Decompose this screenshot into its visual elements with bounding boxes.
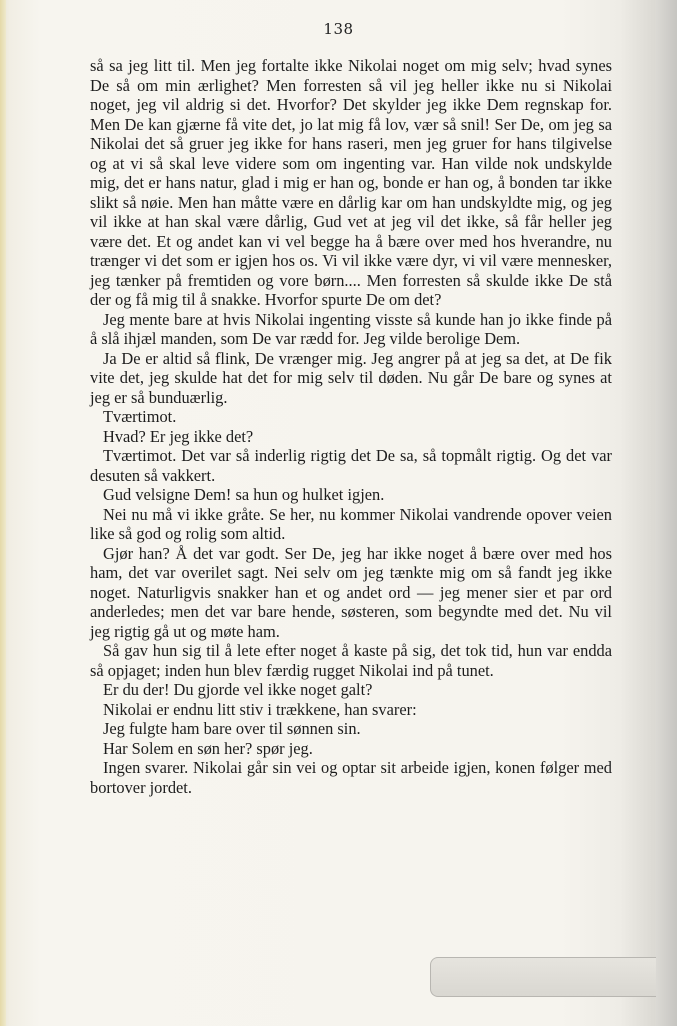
paragraph: så sa jeg litt til. Men jeg fortalte ikke Nikolai noget om mig selv; hvad synes De så om min ærlighet? Men forresten så vil jeg heller ikke nu si Nikolai noget, jeg vil aldrig si det. Hvorfor? Det skylder jeg ikke Dem regnskap for. Men De kan gjærne få vite det, jo lat mig få lov, vær så snil! Ser De, om jeg sa Nikolai det så gruer jeg ikke for hans raseri, men jeg gruer for hans tilgivelse og at vi så skal leve videre som om ingenting var. Han vilde nok undskylde mig, det er hans natur, glad i mig er han og, bonde er han og, å bonden tar ikke slikt så nøie. Men han måtte være en dårlig kar om han undskyldte mig, og jeg vil ikke at han skal være dårlig, Gud vet at jeg vil det ikke, så får heller jeg være det. Et og andet kan vi vel begge ha å bære over med hos hverandre, nu trænger vi det som er igjen hos os. Vi vil ikke være dyr, vi vil være mennesker, jeg tænker på fremtiden og vore børn.... Men forresten så skulde ikke De stå der og få mig til å snakke. Hvorfor spurte De om det? bbox=[90, 56, 612, 309]
paragraph: Hvad? Er jeg ikke det? bbox=[103, 426, 254, 446]
paragraph: Jeg fulgte ham bare over til sønnen sin. bbox=[103, 719, 361, 738]
paragraph: Ingen svarer. Nikolai går sin vei og optar sit arbeide igjen, konen følger med bortover jordet. bbox=[90, 758, 612, 797]
paragraph: Ja De er altid så flink, De vrænger mig. Jeg angrer på at jeg sa det, at De fik vite det, jeg skulde hat det for mig selv til døden. Nu går De bare og synes at jeg er så bunduærlig. bbox=[90, 348, 612, 407]
paragraph: Så gav hun sig til å lete efter noget å kaste på sig, det tok tid, hun var endda så opjaget; inden hun blev færdig rugget Nikolai ind på tunet. bbox=[90, 641, 612, 680]
paragraph: Har Solem en søn her? spør jeg. bbox=[103, 738, 313, 758]
paragraph: Tværtimot. Det var så inderlig rigtig det De sa, så topmålt rigtig. Og det var desuten så vakkert. bbox=[90, 446, 612, 485]
paragraph: Gud velsigne Dem! sa hun og hulket igjen. bbox=[103, 485, 385, 504]
paragraph: Gjør han? Å det var godt. Ser De, jeg har ikke noget å bære over med hos ham, det var overilet sagt. Nei selv om jeg tænkte mig om så fandt jeg ikke noget. Naturligvis snakker han et og andet ord — jeg mener sier et par ord anderledes; men det var bare hende, søsteren, som begyndte med det. Nu vil jeg rigtig gå ut og møte ham. bbox=[90, 543, 612, 641]
paragraph: Nikolai er endnu litt stiv i trækkene, han svarer: bbox=[103, 699, 417, 719]
page-left-edge bbox=[0, 0, 6, 1026]
paragraph: Er du der! Du gjorde vel ikke noget galt? bbox=[103, 680, 373, 699]
adjacent-page-edge bbox=[655, 0, 677, 1026]
body-text bbox=[90, 56, 612, 797]
paragraph: Jeg mente bare at hvis Nikolai ingenting visste så kunde han jo ikke finde på å slå ihjæl manden, som De var rædd for. Jeg vilde berolige Dem. bbox=[90, 309, 612, 348]
paragraph: Tværtimot. bbox=[103, 407, 177, 426]
page-number: 138 bbox=[323, 20, 354, 38]
page-tab bbox=[430, 957, 656, 997]
paragraph: Nei nu må vi ikke gråte. Se her, nu kommer Nikolai vandrende opover veien like så god og rolig som altid. bbox=[90, 504, 612, 543]
